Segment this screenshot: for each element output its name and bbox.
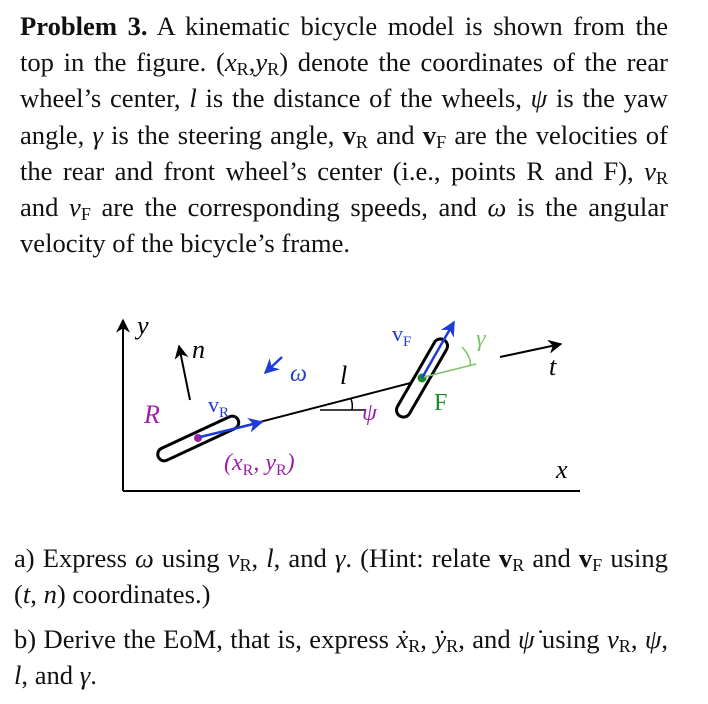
problem-text-2: denote the coordinates of the rear wheel’s center,: [20, 47, 668, 114]
l-label: l: [340, 361, 348, 390]
n-direction-arrow: [179, 346, 190, 400]
psi-label: ψ: [362, 400, 377, 426]
omega-label: ω: [290, 361, 307, 387]
omega-arrow: [265, 357, 282, 373]
problem-statement: [20, 8, 668, 261]
problem-text-5: is the steering angle,: [111, 119, 335, 150]
problem-text-6: and: [376, 119, 415, 150]
coords-symbol: $(x_R,y_R)$: [215, 47, 289, 80]
symbol-bold-vF: $v_F$: [422, 119, 447, 152]
symbol-gamma: γ: [92, 119, 103, 150]
problem-text-8: and: [20, 192, 59, 223]
symbol-l: l: [189, 83, 197, 114]
yaw-angle-arc: [351, 399, 352, 410]
front-velocity-arrow: [422, 322, 454, 378]
y-axis-label: y: [137, 311, 149, 340]
steering-angle-arc: [462, 347, 470, 366]
problem-text-3: is the distance of the wheels,: [205, 83, 522, 114]
question-b: b) Derive the EoM, that is, express ẋ$_R$, ẏ$_R$, and ψ̇ using $v_R$, ψ, l, and γ.: [14, 624, 669, 691]
symbol-omega: ω: [487, 192, 507, 223]
problem-text-10: is the angular velocity of the bicycle’s frame.: [20, 192, 668, 259]
coords-label: ($x_R$, $y_R$): [224, 450, 295, 479]
t-label: t: [549, 352, 557, 381]
x-axis-label: x: [556, 455, 568, 484]
F-label: F: [434, 390, 448, 416]
symbol-vF: $v_F$: [69, 192, 91, 224]
n-label: n: [192, 335, 205, 364]
R-label: R: [144, 400, 160, 429]
vF-label: $v_F$: [392, 321, 412, 350]
symbol-psi: ψ: [530, 83, 548, 114]
gamma-label: γ: [476, 326, 486, 352]
problem-text-4: is the yaw angle,: [20, 83, 669, 150]
problem-text-7: are the velocities of the rear and front wheel’s center (i.e., points R and F),: [20, 119, 668, 186]
question-a: a) Express ω using $v_R$, l, and γ. (Hint: relate $v_R$ and $v_F$ using (t, n) coordinates.): [14, 543, 668, 610]
symbol-bold-vR: $v_R$: [342, 119, 368, 152]
bicycle-figure: [0, 300, 708, 510]
vR-label: $v_R$: [208, 392, 230, 421]
problem-label: Problem 3.: [20, 11, 148, 41]
problem-text-1: A kinematic bicycle model is shown from the top in the figure.: [20, 11, 668, 78]
problem-text-9: are the corresponding speeds, and: [101, 192, 477, 223]
symbol-vR: $v_R$: [644, 155, 668, 188]
